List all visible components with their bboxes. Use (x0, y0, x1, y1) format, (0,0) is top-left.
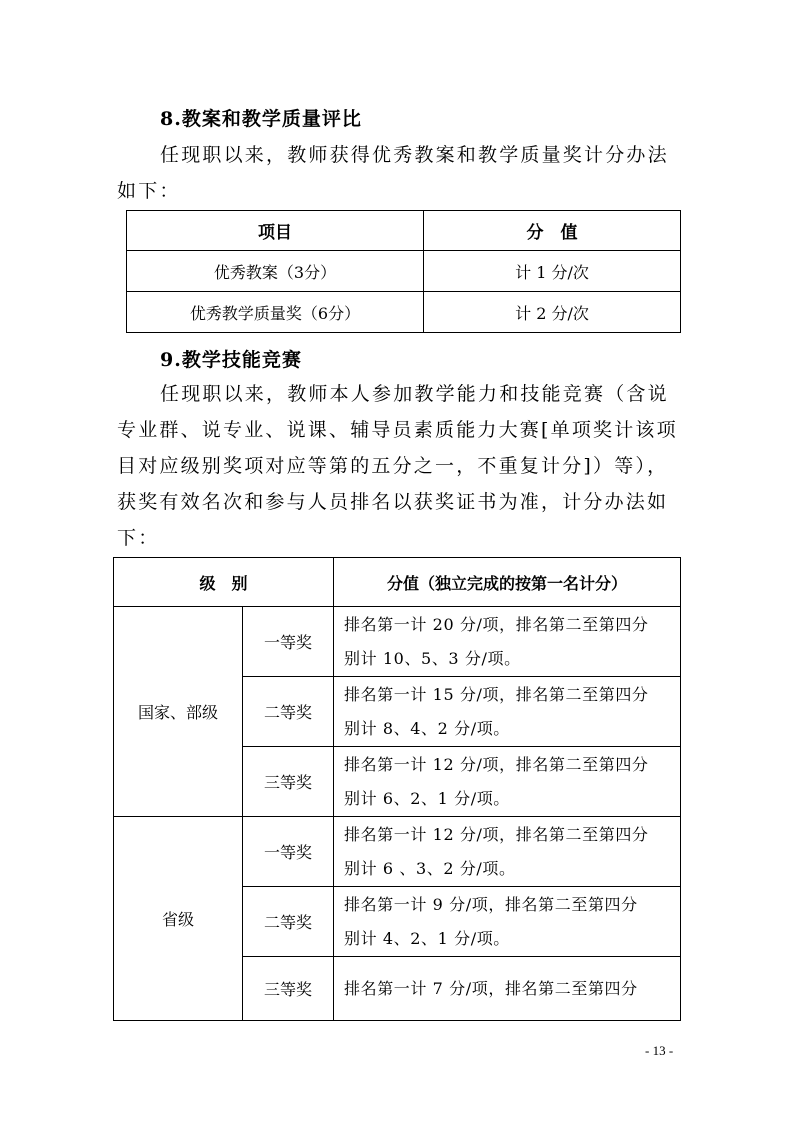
section-8-heading: 8.教案和教学质量评比 (160, 108, 362, 130)
award-cell: 二等奖 (243, 677, 334, 747)
section-9-paragraph-line: 任现职以来，教师本人参加教学能力和技能竞赛（含说 (160, 383, 669, 405)
table-cell: 优秀教学质量奖（6分） (127, 292, 424, 333)
table-cell: 计 1 分/次 (424, 251, 681, 292)
award-cell: 二等奖 (243, 887, 334, 957)
score-table-skill-competition (113, 557, 681, 1021)
table-cell: 优秀教案（3分） (127, 251, 424, 292)
score-desc-line: 排名第一计 12 分/项，排名第二至第四分 (344, 824, 649, 844)
award-cell: 三等奖 (243, 957, 334, 1021)
score-desc-cell (334, 607, 681, 677)
page-number: - 13 - (645, 1043, 674, 1058)
score-desc-line: 排名第一计 9 分/项，排名第二至第四分 (344, 894, 638, 914)
score-desc-cell (334, 817, 681, 887)
score-desc-cell (334, 677, 681, 747)
score-desc-line: 排名第一计 20 分/项，排名第二至第四分 (344, 614, 649, 634)
table-header: 级 别 (114, 558, 334, 607)
score-desc-cell (334, 747, 681, 817)
level-cell: 省级 (114, 817, 243, 1021)
table-cell: 计 2 分/次 (424, 292, 681, 333)
section-9-heading: 9.教学技能竞赛 (160, 349, 302, 371)
table-header: 分 值 (424, 211, 681, 251)
section-9-paragraph-line: 下： (117, 527, 160, 549)
section-9-paragraph-line: 获奖有效名次和参与人员排名以获奖证书为准，计分办法如 (117, 491, 669, 513)
score-desc-cell (334, 957, 681, 1021)
score-desc-line: 别计 8、4、2 分/项。 (344, 718, 510, 738)
score-desc-line: 别计 6 、3、2 分/项。 (344, 858, 516, 878)
section-8-paragraph-line: 如下： (117, 180, 181, 202)
award-cell: 三等奖 (243, 747, 334, 817)
section-8-paragraph-line: 任现职以来，教师获得优秀教案和教学质量奖计分办法 (160, 144, 669, 166)
award-cell: 一等奖 (243, 817, 334, 887)
score-desc-line: 排名第一计 12 分/项，排名第二至第四分 (344, 754, 649, 774)
award-cell: 一等奖 (243, 607, 334, 677)
score-table-teaching-quality (126, 210, 681, 333)
table-header: 分值（独立完成的按第一名计分） (334, 558, 681, 607)
score-desc-line: 排名第一计 7 分/项，排名第二至第四分 (344, 978, 638, 998)
score-desc-cell (334, 887, 681, 957)
score-desc-line: 排名第一计 15 分/项，排名第二至第四分 (344, 684, 649, 704)
table-header: 项目 (127, 211, 424, 251)
level-cell: 国家、部级 (114, 607, 243, 817)
section-9-paragraph-line: 目对应级别奖项对应等第的五分之一，不重复计分]）等）， (117, 455, 669, 477)
section-9-paragraph-line: 专业群、说专业、说课、辅导员素质能力大赛[单项奖计该项 (117, 419, 678, 441)
score-desc-line: 别计 6、2、1 分/项。 (344, 788, 510, 808)
score-desc-line: 别计 10、5、3 分/项。 (344, 648, 521, 668)
score-desc-line: 别计 4、2、1 分/项。 (344, 928, 510, 948)
